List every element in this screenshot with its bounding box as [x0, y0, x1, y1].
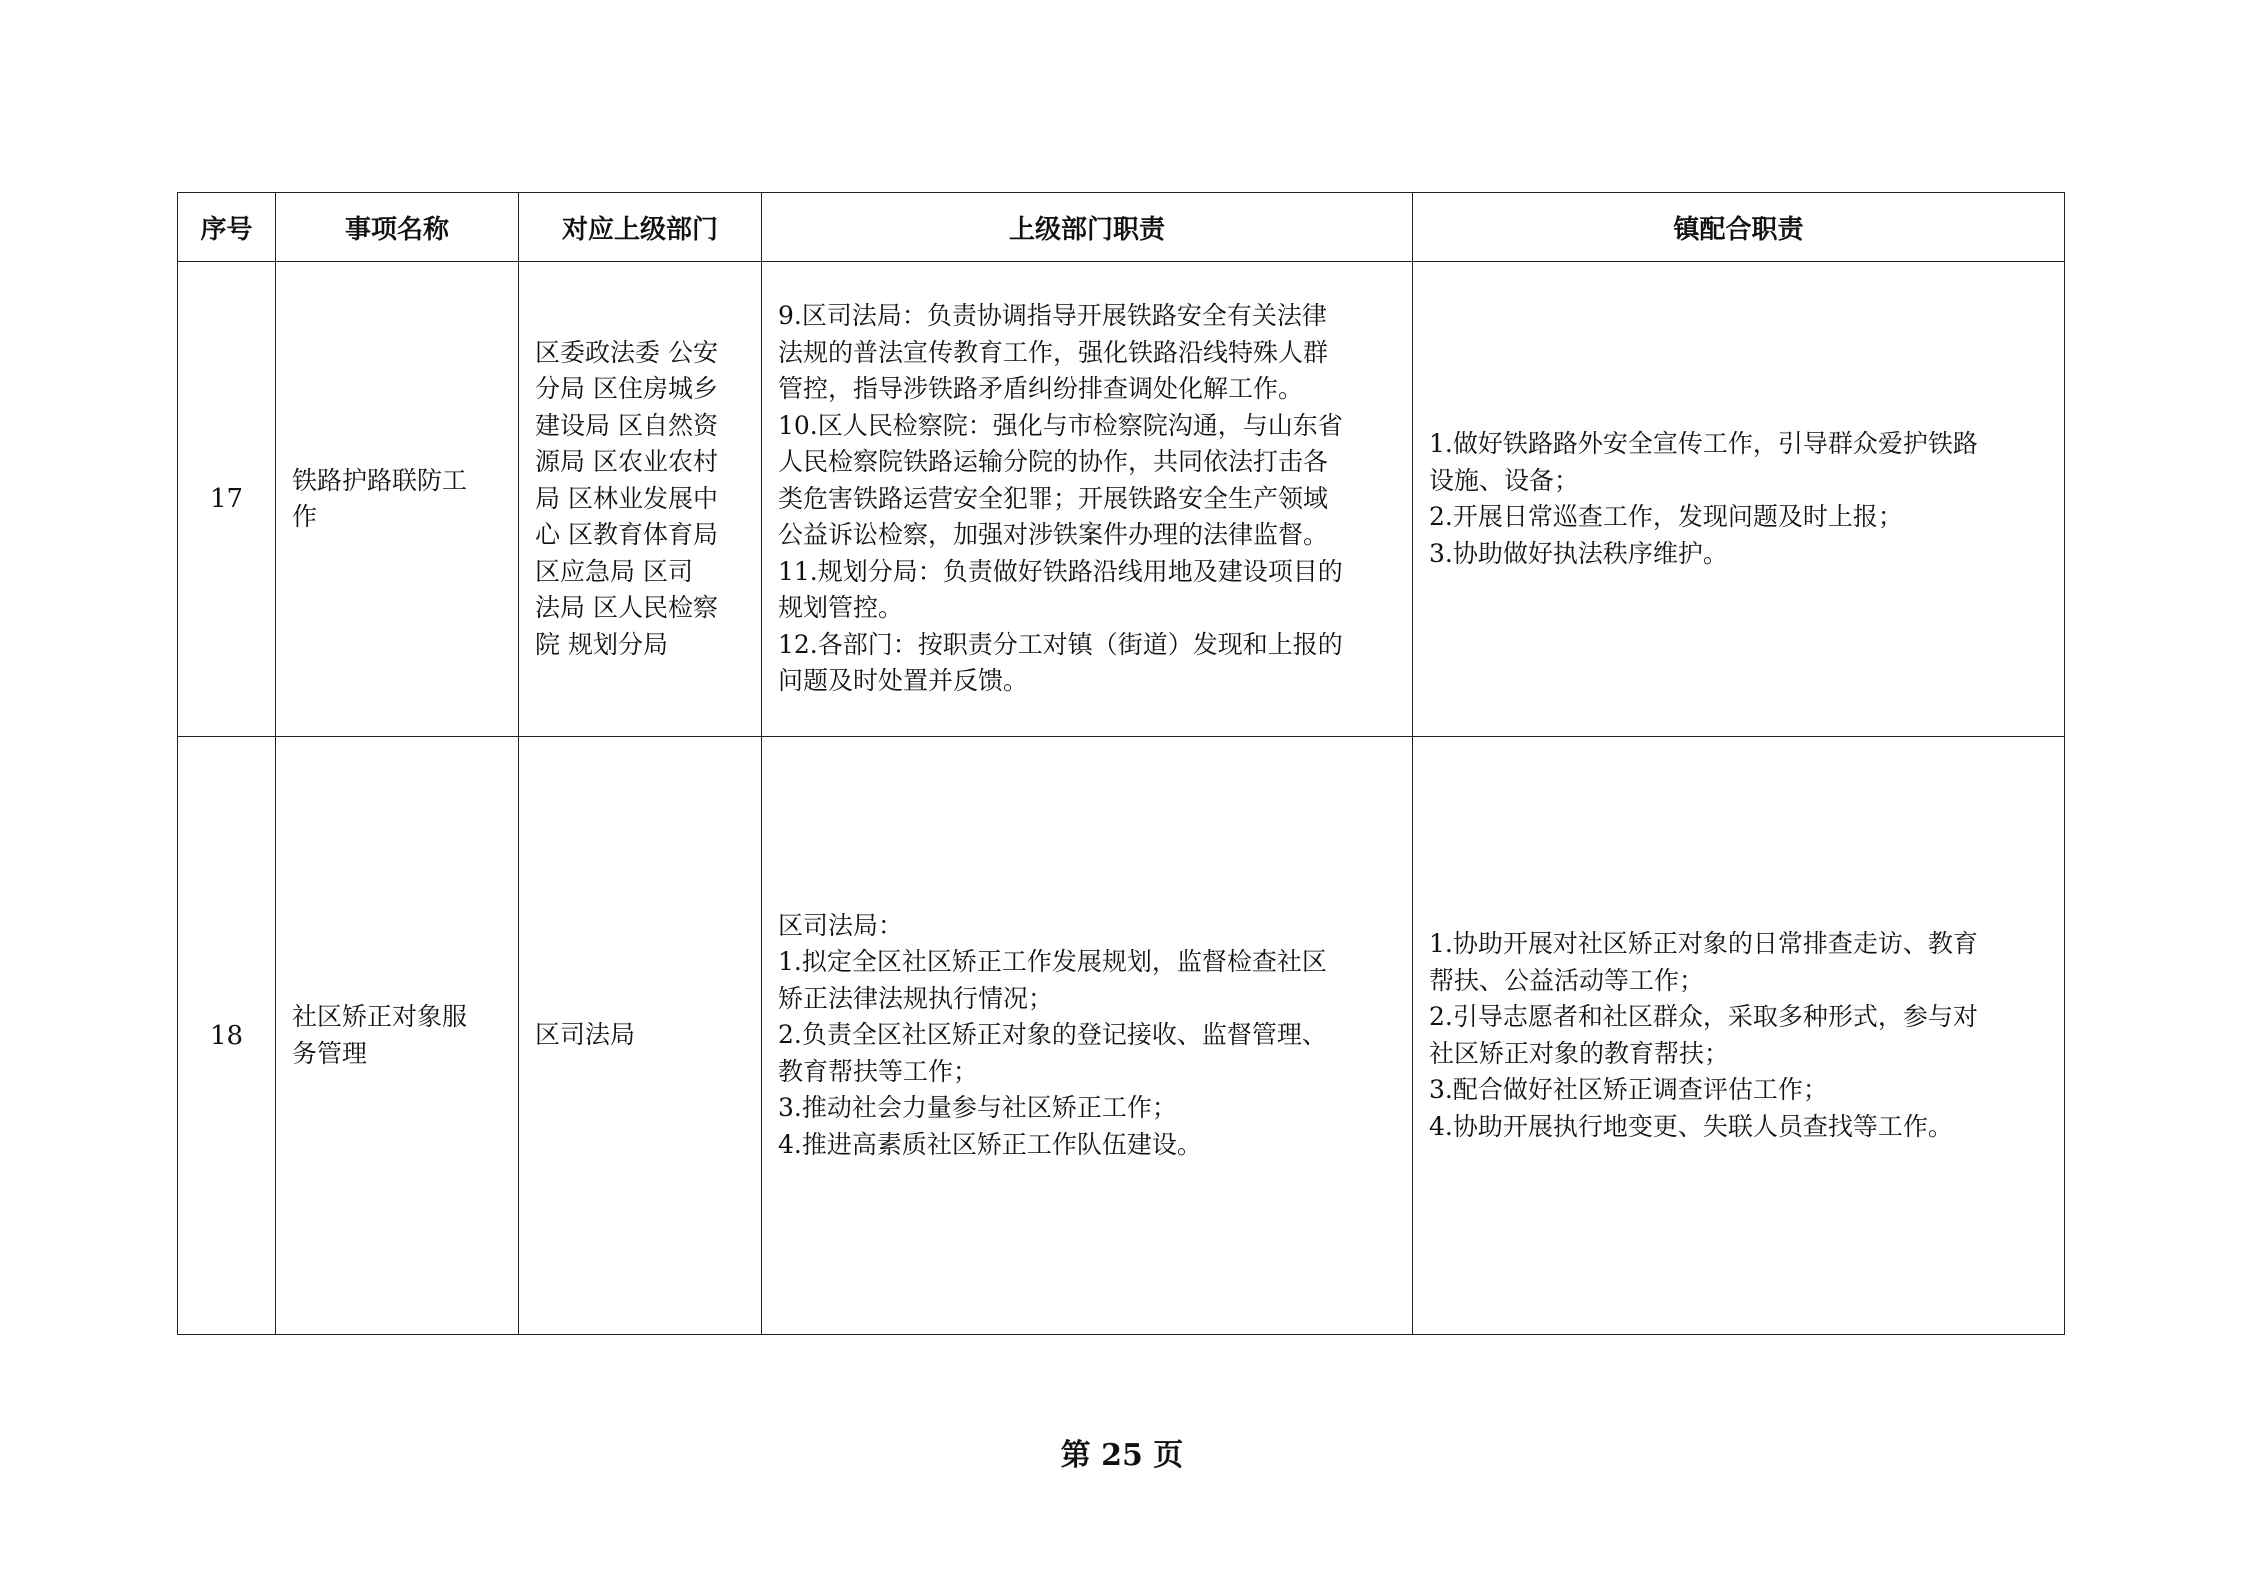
header-superior-duties: 上级部门职责	[762, 193, 1413, 262]
department-line: 区委政法委 公安	[535, 337, 718, 367]
responsibility-table	[177, 192, 2065, 1335]
department-cell	[519, 262, 762, 737]
duty-line: 人民检察院铁路运输分院的协作，共同依法打击各	[778, 447, 1329, 477]
table-header-row	[178, 193, 2065, 262]
serial-number-cell: 17	[178, 262, 276, 737]
superior-duties-cell	[762, 737, 1413, 1335]
town-duties-cell	[1413, 737, 2065, 1335]
table-row	[178, 737, 2065, 1335]
duty-line: 区司法局：	[778, 910, 904, 940]
department-line: 法局 区人民检察	[535, 593, 718, 623]
town-duty-line: 2.开展日常巡查工作，发现问题及时上报；	[1429, 502, 1903, 531]
town-duties-cell	[1413, 262, 2065, 737]
item-name-line: 务管理	[292, 1038, 368, 1068]
item-name-line: 作	[292, 502, 318, 531]
duty-line: 教育帮扶等工作；	[778, 1056, 979, 1086]
header-superior-department: 对应上级部门	[519, 193, 762, 262]
duty-line: 12.各部门：按职责分工对镇（街道）发现和上报的	[778, 629, 1343, 659]
department-line: 区司法局	[535, 1020, 636, 1050]
duty-line: 矫正法律法规执行情况；	[778, 983, 1054, 1013]
duty-line: 4.推进高素质社区矫正工作队伍建设。	[778, 1129, 1202, 1159]
department-line: 心 区教育体育局	[535, 520, 718, 550]
department-line: 建设局 区自然资	[535, 410, 718, 440]
item-name-cell	[276, 262, 519, 737]
item-name-line: 社区矫正对象服	[292, 1002, 468, 1031]
item-name-line: 铁路护路联防工	[292, 465, 468, 495]
town-duty-line: 设施、设备；	[1429, 465, 1580, 495]
duty-line: 11.规划分局：负责做好铁路沿线用地及建设项目的	[778, 556, 1343, 586]
department-line: 源局 区农业农村	[535, 447, 718, 477]
town-duty-line: 4.协助开展执行地变更、失联人员查找等工作。	[1429, 1111, 1953, 1141]
town-duty-line: 1.做好铁路路外安全宣传工作，引导群众爱护铁路	[1429, 429, 1978, 458]
department-line: 分局 区住房城乡	[535, 374, 718, 404]
duty-line: 法规的普法宣传教育工作，强化铁路沿线特殊人群	[778, 337, 1329, 367]
duty-line: 公益诉讼检察，加强对涉铁案件办理的法律监督。	[778, 520, 1329, 550]
department-line: 局 区林业发展中	[535, 483, 718, 513]
town-duty-line: 社区矫正对象的教育帮扶；	[1429, 1038, 1730, 1068]
header-item-name: 事项名称	[276, 193, 519, 262]
duty-line: 类危害铁路运营安全犯罪；开展铁路安全生产领域	[778, 483, 1329, 513]
duty-line: 3.推动社会力量参与社区矫正工作；	[778, 1093, 1177, 1123]
department-cell	[519, 737, 762, 1335]
department-line: 院 规划分局	[535, 629, 668, 659]
department-line: 区应急局 区司	[535, 556, 693, 586]
duty-line: 规划管控。	[778, 593, 904, 623]
town-duty-line: 3.配合做好社区矫正调查评估工作；	[1429, 1075, 1828, 1104]
serial-number-cell: 18	[178, 737, 276, 1335]
town-duty-line: 2.引导志愿者和社区群众，采取多种形式，参与对	[1429, 1002, 1978, 1031]
duty-line: 10.区人民检察院：强化与市检察院沟通，与山东省	[778, 410, 1343, 440]
superior-duties-cell	[762, 262, 1413, 737]
town-duty-line: 1.协助开展对社区矫正对象的日常排查走访、教育	[1429, 929, 1978, 958]
duty-line: 9.区司法局：负责协调指导开展铁路安全有关法律	[778, 301, 1327, 331]
header-town-duties: 镇配合职责	[1413, 193, 2065, 262]
town-duty-line: 3.协助做好执法秩序维护。	[1429, 538, 1728, 568]
duty-line: 1.拟定全区社区矫正工作发展规划，监督检查社区	[778, 947, 1327, 977]
table-row	[178, 262, 2065, 737]
duty-line: 2.负责全区社区矫正对象的登记接收、监督管理、	[778, 1020, 1327, 1050]
duty-line: 管控，指导涉铁路矛盾纠纷排查调处化解工作。	[778, 374, 1304, 404]
town-duty-line: 帮扶、公益活动等工作；	[1429, 965, 1705, 995]
duty-line: 问题及时处置并反馈。	[778, 666, 1029, 696]
header-serial-number: 序号	[178, 193, 276, 262]
page-number: 第 25 页	[1060, 1438, 1184, 1473]
item-name-cell	[276, 737, 519, 1335]
